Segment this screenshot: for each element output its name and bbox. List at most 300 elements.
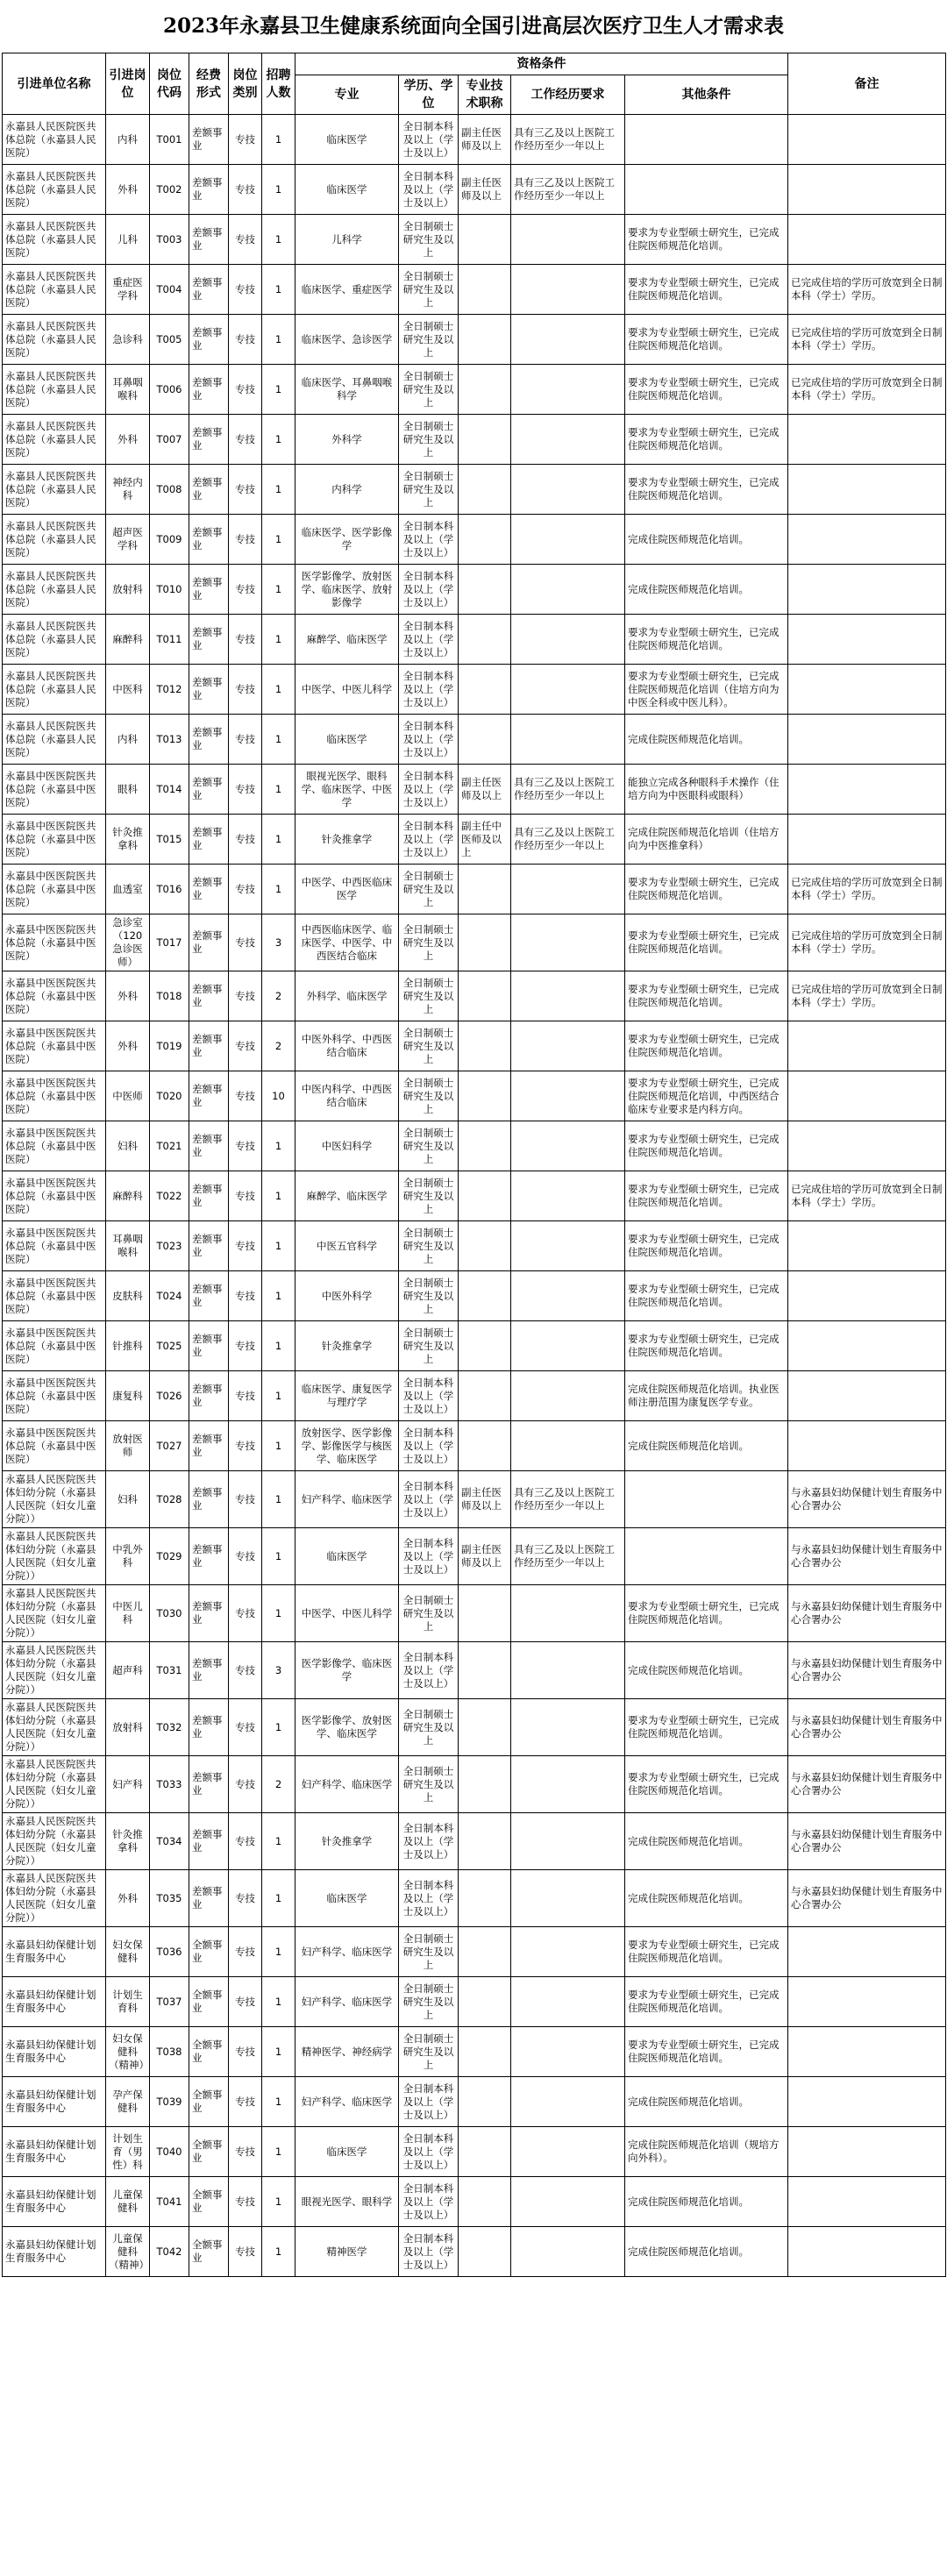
header-code: 岗位代码 [150, 53, 189, 115]
cell-education: 全日制本科及以上（学士及以上） [399, 565, 459, 615]
cell-title [459, 1642, 511, 1699]
cell-experience [511, 1977, 625, 2027]
cell-count: 1 [262, 265, 295, 315]
cell-title [459, 914, 511, 971]
cell-form: 差额事业 [189, 1870, 229, 1927]
cell-education: 全日制硕士研究生及以上 [399, 971, 459, 1021]
cell-other: 完成住院医师规范化培训（住培方向为中医推拿科） [625, 815, 788, 865]
cell-other: 要求为专业型硕士研究生，已完成住院医师规范化培训。 [625, 465, 788, 515]
cell-form: 差额事业 [189, 1171, 229, 1221]
cell-experience [511, 515, 625, 565]
cell-note: 已完成住培的学历可放宽到全日制本科（学士）学历。 [788, 315, 946, 365]
cell-category: 专技 [229, 365, 262, 415]
cell-count: 1 [262, 215, 295, 265]
cell-post: 眼科 [106, 765, 150, 815]
cell-category: 专技 [229, 865, 262, 914]
cell-code: T027 [150, 1421, 189, 1471]
cell-category: 专技 [229, 815, 262, 865]
cell-education: 全日制本科及以上（学士及以上） [399, 1421, 459, 1471]
cell-education: 全日制硕士研究生及以上 [399, 1977, 459, 2027]
table-row [3, 2027, 946, 2077]
cell-form: 差额事业 [189, 415, 229, 465]
cell-form: 差额事业 [189, 665, 229, 715]
cell-post: 针灸推拿科 [106, 815, 150, 865]
cell-education: 全日制本科及以上（学士及以上） [399, 1642, 459, 1699]
cell-other: 完成住院医师规范化培训。 [625, 2077, 788, 2127]
cell-category: 专技 [229, 115, 262, 165]
cell-count: 1 [262, 1271, 295, 1321]
cell-count: 1 [262, 365, 295, 415]
cell-unit: 永嘉县人民医院医共体妇幼分院（永嘉县人民医院（妇女儿童分院）） [3, 1699, 106, 1756]
table-row [3, 665, 946, 715]
cell-count: 1 [262, 1471, 295, 1528]
cell-education: 全日制硕士研究生及以上 [399, 1121, 459, 1171]
cell-note [788, 2127, 946, 2177]
cell-title [459, 1756, 511, 1813]
cell-form: 差额事业 [189, 1121, 229, 1171]
cell-other: 要求为专业型硕士研究生，已完成住院医师规范化培训。 [625, 1271, 788, 1321]
cell-other: 完成住院医师规范化培训。 [625, 565, 788, 615]
cell-form: 差额事业 [189, 315, 229, 365]
cell-major: 妇产科学、临床医学 [295, 2077, 399, 2127]
cell-post: 康复科 [106, 1371, 150, 1421]
cell-other: 要求为专业型硕士研究生，已完成住院医师规范化培训。 [625, 971, 788, 1021]
table-row [3, 1977, 946, 2027]
cell-code: T032 [150, 1699, 189, 1756]
cell-note: 已完成住培的学历可放宽到全日制本科（学士）学历。 [788, 1171, 946, 1221]
cell-other: 能独立完成各种眼科手术操作（住培方向为中医眼科或眼科） [625, 765, 788, 815]
cell-major: 精神医学 [295, 2227, 399, 2277]
cell-post: 妇产科 [106, 1756, 150, 1813]
cell-category: 专技 [229, 665, 262, 715]
cell-category: 专技 [229, 1927, 262, 1977]
cell-count: 1 [262, 1371, 295, 1421]
cell-education: 全日制硕士研究生及以上 [399, 1699, 459, 1756]
cell-form: 差额事业 [189, 1021, 229, 1071]
cell-education: 全日制硕士研究生及以上 [399, 1756, 459, 1813]
cell-count: 2 [262, 1756, 295, 1813]
cell-education: 全日制硕士研究生及以上 [399, 415, 459, 465]
cell-code: T002 [150, 165, 189, 215]
header-category: 岗位类别 [229, 53, 262, 115]
cell-major: 临床医学 [295, 165, 399, 215]
cell-experience [511, 971, 625, 1021]
cell-form: 差额事业 [189, 515, 229, 565]
cell-other: 要求为专业型硕士研究生，已完成住院医师规范化培训。 [625, 1977, 788, 2027]
cell-unit: 永嘉县人民医院医共体总院（永嘉县人民医院） [3, 115, 106, 165]
table-row [3, 115, 946, 165]
cell-unit: 永嘉县妇幼保健计划生育服务中心 [3, 2027, 106, 2077]
cell-form: 差额事业 [189, 1271, 229, 1321]
cell-experience [511, 215, 625, 265]
cell-note [788, 515, 946, 565]
cell-unit: 永嘉县人民医院医共体妇幼分院（永嘉县人民医院（妇女儿童分院）） [3, 1528, 106, 1585]
table-row [3, 465, 946, 515]
cell-other: 要求为专业型硕士研究生，已完成住院医师规范化培训。 [625, 1321, 788, 1371]
cell-category: 专技 [229, 1642, 262, 1699]
cell-category: 专技 [229, 265, 262, 315]
cell-education: 全日制本科及以上（学士及以上） [399, 2177, 459, 2227]
cell-education: 全日制硕士研究生及以上 [399, 315, 459, 365]
cell-experience [511, 2227, 625, 2277]
table-row [3, 1585, 946, 1642]
cell-form: 差额事业 [189, 1321, 229, 1371]
cell-major: 临床医学 [295, 2127, 399, 2177]
cell-code: T019 [150, 1021, 189, 1071]
cell-count: 2 [262, 971, 295, 1021]
cell-experience [511, 1756, 625, 1813]
cell-other: 要求为专业型硕士研究生，已完成住院医师规范化培训。 [625, 1756, 788, 1813]
cell-experience [511, 1371, 625, 1421]
cell-post: 外科 [106, 165, 150, 215]
cell-post: 儿科 [106, 215, 150, 265]
cell-unit: 永嘉县人民医院医共体总院（永嘉县人民医院） [3, 515, 106, 565]
cell-form: 全额事业 [189, 2077, 229, 2127]
cell-unit: 永嘉县中医医院医共体总院（永嘉县中医医院） [3, 1171, 106, 1221]
cell-count: 3 [262, 1642, 295, 1699]
cell-code: T038 [150, 2027, 189, 2077]
cell-note: 与永嘉县妇幼保健计划生育服务中心合署办公 [788, 1585, 946, 1642]
cell-unit: 永嘉县人民医院医共体总院（永嘉县人民医院） [3, 365, 106, 415]
cell-title [459, 1371, 511, 1421]
cell-code: T001 [150, 115, 189, 165]
cell-other: 要求为专业型硕士研究生，已完成住院医师规范化培训。 [625, 1699, 788, 1756]
cell-major: 眼视光医学、眼科学 [295, 2177, 399, 2227]
cell-unit: 永嘉县妇幼保健计划生育服务中心 [3, 1927, 106, 1977]
cell-experience [511, 265, 625, 315]
cell-note [788, 2227, 946, 2277]
cell-other: 完成住院医师规范化培训。 [625, 1642, 788, 1699]
cell-count: 1 [262, 2177, 295, 2227]
cell-category: 专技 [229, 1321, 262, 1371]
cell-unit: 永嘉县中医医院医共体总院（永嘉县中医医院） [3, 815, 106, 865]
cell-major: 临床医学、重症医学 [295, 265, 399, 315]
cell-education: 全日制本科及以上（学士及以上） [399, 715, 459, 765]
table-row [3, 1371, 946, 1421]
cell-form: 全额事业 [189, 2027, 229, 2077]
cell-form: 全额事业 [189, 1977, 229, 2027]
cell-note [788, 1321, 946, 1371]
cell-form: 差额事业 [189, 1221, 229, 1271]
cell-post: 内科 [106, 715, 150, 765]
cell-category: 专技 [229, 2177, 262, 2227]
cell-title [459, 615, 511, 665]
header-experience: 工作经历要求 [511, 75, 625, 115]
cell-title: 副主任医师及以上 [459, 1528, 511, 1585]
cell-unit: 永嘉县中医医院医共体总院（永嘉县中医医院） [3, 1371, 106, 1421]
cell-category: 专技 [229, 765, 262, 815]
cell-note [788, 1371, 946, 1421]
cell-post: 妇女保健科 [106, 1927, 150, 1977]
cell-code: T034 [150, 1813, 189, 1870]
cell-count: 1 [262, 415, 295, 465]
table-row [3, 1421, 946, 1471]
cell-other: 要求为专业型硕士研究生，已完成住院医师规范化培训。 [625, 1171, 788, 1221]
cell-post: 超声医学科 [106, 515, 150, 565]
cell-code: T037 [150, 1977, 189, 2027]
cell-post: 血透室 [106, 865, 150, 914]
cell-unit: 永嘉县中医医院医共体总院（永嘉县中医医院） [3, 1421, 106, 1471]
cell-major: 针灸推拿学 [295, 815, 399, 865]
cell-post: 妇女保健科（精神） [106, 2027, 150, 2077]
cell-education: 全日制硕士研究生及以上 [399, 2027, 459, 2077]
cell-education: 全日制本科及以上（学士及以上） [399, 765, 459, 815]
cell-note [788, 165, 946, 215]
cell-post: 孕产保健科 [106, 2077, 150, 2127]
cell-form: 差额事业 [189, 865, 229, 914]
table-row [3, 1699, 946, 1756]
cell-title [459, 265, 511, 315]
table-row [3, 215, 946, 265]
cell-category: 专技 [229, 715, 262, 765]
cell-count: 1 [262, 465, 295, 515]
cell-education: 全日制本科及以上（学士及以上） [399, 515, 459, 565]
cell-code: T024 [150, 1271, 189, 1321]
table-row [3, 1756, 946, 1813]
cell-count: 1 [262, 115, 295, 165]
cell-major: 外科学、临床医学 [295, 971, 399, 1021]
cell-unit: 永嘉县人民医院医共体妇幼分院（永嘉县人民医院（妇女儿童分院）） [3, 1756, 106, 1813]
cell-category: 专技 [229, 415, 262, 465]
page-title: 2023年永嘉县卫生健康系统面向全国引进高层次医疗卫生人才需求表 [162, 14, 784, 38]
cell-major: 中医学、中医儿科学 [295, 1585, 399, 1642]
cell-category: 专技 [229, 615, 262, 665]
table-row [3, 615, 946, 665]
table-row [3, 765, 946, 815]
cell-experience [511, 1642, 625, 1699]
header-form: 经费形式 [189, 53, 229, 115]
cell-category: 专技 [229, 1271, 262, 1321]
cell-major: 临床医学、医学影像学 [295, 515, 399, 565]
cell-experience [511, 914, 625, 971]
cell-other: 完成住院医师规范化培训。 [625, 1870, 788, 1927]
cell-title [459, 665, 511, 715]
cell-note [788, 115, 946, 165]
cell-experience: 具有三乙及以上医院工作经历至少一年以上 [511, 165, 625, 215]
cell-education: 全日制硕士研究生及以上 [399, 265, 459, 315]
cell-form: 差额事业 [189, 1642, 229, 1699]
cell-education: 全日制硕士研究生及以上 [399, 1021, 459, 1071]
cell-code: T008 [150, 465, 189, 515]
cell-other: 完成住院医师规范化培训。 [625, 2227, 788, 2277]
cell-unit: 永嘉县中医医院医共体总院（永嘉县中医医院） [3, 1271, 106, 1321]
cell-other [625, 1528, 788, 1585]
table-row [3, 1271, 946, 1321]
cell-code: T016 [150, 865, 189, 914]
cell-education: 全日制硕士研究生及以上 [399, 465, 459, 515]
cell-experience [511, 1870, 625, 1927]
cell-form: 全额事业 [189, 2177, 229, 2227]
cell-post: 麻醉科 [106, 1171, 150, 1221]
cell-unit: 永嘉县中医医院医共体总院（永嘉县中医医院） [3, 765, 106, 815]
cell-unit: 永嘉县妇幼保健计划生育服务中心 [3, 2127, 106, 2177]
cell-category: 专技 [229, 1528, 262, 1585]
cell-unit: 永嘉县中医医院医共体总院（永嘉县中医医院） [3, 1321, 106, 1371]
cell-note: 已完成住培的学历可放宽到全日制本科（学士）学历。 [788, 865, 946, 914]
cell-unit: 永嘉县中医医院医共体总院（永嘉县中医医院） [3, 1121, 106, 1171]
cell-category: 专技 [229, 1171, 262, 1221]
table-row [3, 2227, 946, 2277]
cell-experience [511, 2177, 625, 2227]
cell-unit: 永嘉县中医医院医共体总院（永嘉县中医医院） [3, 1221, 106, 1271]
cell-category: 专技 [229, 1421, 262, 1471]
cell-category: 专技 [229, 465, 262, 515]
cell-form: 差额事业 [189, 265, 229, 315]
cell-education: 全日制本科及以上（学士及以上） [399, 165, 459, 215]
cell-major: 中医学、中医儿科学 [295, 665, 399, 715]
cell-experience [511, 1221, 625, 1271]
cell-title [459, 415, 511, 465]
cell-education: 全日制本科及以上（学士及以上） [399, 2127, 459, 2177]
cell-other: 要求为专业型硕士研究生，已完成住院医师规范化培训。 [625, 1021, 788, 1071]
cell-count: 1 [262, 315, 295, 365]
cell-category: 专技 [229, 2127, 262, 2177]
cell-note [788, 615, 946, 665]
cell-major: 中医妇科学 [295, 1121, 399, 1171]
cell-count: 1 [262, 765, 295, 815]
cell-education: 全日制本科及以上（学士及以上） [399, 815, 459, 865]
cell-category: 专技 [229, 1813, 262, 1870]
cell-post: 内科 [106, 115, 150, 165]
cell-title [459, 565, 511, 615]
cell-major: 医学影像学、临床医学 [295, 1642, 399, 1699]
cell-post: 皮肤科 [106, 1271, 150, 1321]
cell-other: 要求为专业型硕士研究生，已完成住院医师规范化培训。 [625, 215, 788, 265]
cell-title: 副主任医师及以上 [459, 1471, 511, 1528]
cell-category: 专技 [229, 1021, 262, 1071]
cell-post: 外科 [106, 1021, 150, 1071]
cell-code: T042 [150, 2227, 189, 2277]
cell-title: 副主任医师及以上 [459, 765, 511, 815]
table-row [3, 1528, 946, 1585]
cell-major: 针灸推拿学 [295, 1813, 399, 1870]
cell-major: 临床医学 [295, 1870, 399, 1927]
cell-form: 差额事业 [189, 1585, 229, 1642]
cell-education: 全日制硕士研究生及以上 [399, 914, 459, 971]
cell-major: 中医外科学 [295, 1271, 399, 1321]
cell-count: 1 [262, 865, 295, 914]
cell-unit: 永嘉县中医医院医共体总院（永嘉县中医医院） [3, 1021, 106, 1071]
cell-unit: 永嘉县妇幼保健计划生育服务中心 [3, 2227, 106, 2277]
cell-title [459, 215, 511, 265]
table-row [3, 865, 946, 914]
cell-title [459, 1813, 511, 1870]
cell-form: 差额事业 [189, 1528, 229, 1585]
cell-code: T023 [150, 1221, 189, 1271]
cell-note: 与永嘉县妇幼保健计划生育服务中心合署办公 [788, 1870, 946, 1927]
cell-unit: 永嘉县人民医院医共体总院（永嘉县人民医院） [3, 265, 106, 315]
cell-unit: 永嘉县中医医院医共体总院（永嘉县中医医院） [3, 865, 106, 914]
cell-post: 放射医师 [106, 1421, 150, 1471]
cell-unit: 永嘉县人民医院医共体总院（永嘉县人民医院） [3, 565, 106, 615]
cell-title [459, 1221, 511, 1271]
cell-category: 专技 [229, 1699, 262, 1756]
cell-category: 专技 [229, 565, 262, 615]
cell-other [625, 1471, 788, 1528]
cell-form: 差额事业 [189, 1421, 229, 1471]
cell-major: 临床医学、康复医学与理疗学 [295, 1371, 399, 1421]
cell-education: 全日制本科及以上（学士及以上） [399, 665, 459, 715]
cell-education: 全日制硕士研究生及以上 [399, 1271, 459, 1321]
cell-note [788, 1121, 946, 1171]
cell-category: 专技 [229, 2227, 262, 2277]
cell-title [459, 2077, 511, 2127]
cell-category: 专技 [229, 1121, 262, 1171]
cell-education: 全日制硕士研究生及以上 [399, 215, 459, 265]
cell-other: 要求为专业型硕士研究生，已完成住院医师规范化培训，中西医结合临床专业要求是内科方向。 [625, 1071, 788, 1121]
cell-form: 差额事业 [189, 215, 229, 265]
cell-code: T003 [150, 215, 189, 265]
cell-other: 要求为专业型硕士研究生，已完成住院医师规范化培训。 [625, 1221, 788, 1271]
cell-form: 差额事业 [189, 1813, 229, 1870]
cell-major: 临床医学 [295, 1528, 399, 1585]
cell-major: 眼视光医学、眼科学、临床医学、中医学 [295, 765, 399, 815]
cell-note [788, 1021, 946, 1071]
cell-form: 差额事业 [189, 1699, 229, 1756]
cell-education: 全日制本科及以上（学士及以上） [399, 615, 459, 665]
cell-title [459, 1271, 511, 1321]
cell-major: 针灸推拿学 [295, 1321, 399, 1371]
cell-post: 中医师 [106, 1071, 150, 1121]
cell-code: T006 [150, 365, 189, 415]
cell-post: 外科 [106, 415, 150, 465]
cell-other: 要求为专业型硕士研究生，已完成住院医师规范化培训。 [625, 2027, 788, 2077]
cell-title [459, 1870, 511, 1927]
cell-unit: 永嘉县人民医院医共体总院（永嘉县人民医院） [3, 615, 106, 665]
cell-post: 妇科 [106, 1121, 150, 1171]
cell-count: 1 [262, 2227, 295, 2277]
cell-post: 计划生育科 [106, 1977, 150, 2027]
cell-post: 外科 [106, 1870, 150, 1927]
cell-count: 1 [262, 165, 295, 215]
cell-count: 1 [262, 1171, 295, 1221]
cell-note [788, 465, 946, 515]
cell-note [788, 2027, 946, 2077]
cell-note [788, 1221, 946, 1271]
cell-unit: 永嘉县人民医院医共体妇幼分院（永嘉县人民医院（妇女儿童分院）） [3, 1585, 106, 1642]
cell-experience [511, 315, 625, 365]
cell-count: 1 [262, 2077, 295, 2127]
cell-unit: 永嘉县人民医院医共体总院（永嘉县人民医院） [3, 465, 106, 515]
cell-count: 1 [262, 1421, 295, 1471]
cell-other: 要求为专业型硕士研究生，已完成住院医师规范化培训。 [625, 365, 788, 415]
cell-post: 中乳外科 [106, 1528, 150, 1585]
cell-code: T026 [150, 1371, 189, 1421]
cell-post: 超声科 [106, 1642, 150, 1699]
cell-experience [511, 1699, 625, 1756]
cell-title [459, 1071, 511, 1121]
cell-code: T022 [150, 1171, 189, 1221]
cell-unit: 永嘉县妇幼保健计划生育服务中心 [3, 2077, 106, 2127]
cell-title [459, 2127, 511, 2177]
cell-title [459, 1171, 511, 1221]
table-row [3, 815, 946, 865]
cell-other: 要求为专业型硕士研究生，已完成住院医师规范化培训（住培方向为中医全科或中医儿科）。 [625, 665, 788, 715]
table-row [3, 2077, 946, 2127]
cell-post: 放射科 [106, 1699, 150, 1756]
cell-form: 差额事业 [189, 914, 229, 971]
cell-form: 全额事业 [189, 2227, 229, 2277]
cell-code: T011 [150, 615, 189, 665]
table-row [3, 715, 946, 765]
cell-code: T020 [150, 1071, 189, 1121]
cell-experience [511, 1585, 625, 1642]
cell-title [459, 1927, 511, 1977]
cell-other: 完成住院医师规范化培训（规培方向外科）。 [625, 2127, 788, 2177]
cell-major: 精神医学、神经病学 [295, 2027, 399, 2077]
cell-title [459, 515, 511, 565]
cell-count: 1 [262, 1813, 295, 1870]
